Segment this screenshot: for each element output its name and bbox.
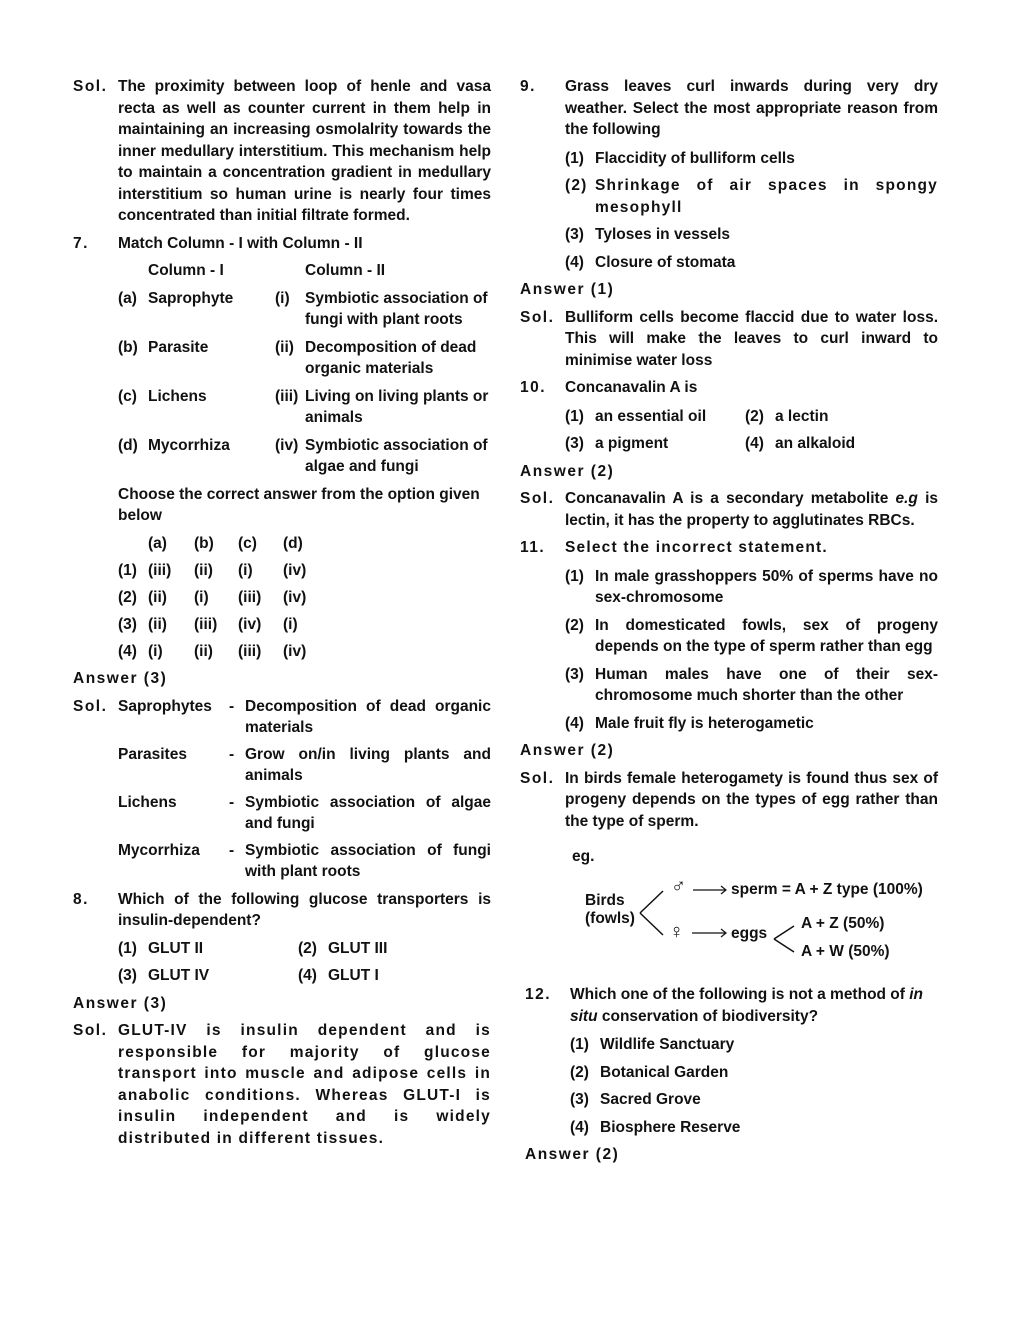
row-key: (iv) [275,436,299,454]
row-term: Mycorrhiza [148,436,230,454]
option [570,1089,938,1111]
match-header [118,260,491,282]
grid-cell [118,533,148,555]
option-row [118,614,491,636]
q9-solution-text: Bulliform cells become flaccid due to water loss. This will make the leaves to curl inward to minimise water loss [565,308,938,369]
question-11 [520,537,938,734]
grid-cell: (a) [148,534,167,552]
option [570,1062,938,1084]
option-number: (4) [745,435,764,452]
text-run: conservation of biodiversity? [597,1007,819,1025]
option-number: (1) [118,939,137,957]
question-text: Which of the following glucose transporters is insulin-dependent? [118,890,491,929]
grid-cell: (iii) [238,642,262,660]
option-number: (2) [570,1063,589,1081]
option-number: (3) [118,967,137,984]
solution-row: Saprophytes - Decomposition of dead organic materials [118,696,491,739]
solution-desc: Decomposition of dead organic materials [245,697,491,736]
question-text: Grass leaves curl inwards during very dry weather. Select the most appropriate reason from the following [565,78,938,138]
option-row [118,587,491,609]
option [565,252,938,274]
option-number: (2) [565,177,588,194]
option [570,1117,938,1139]
option [565,615,938,658]
row-term: Saprophyte [148,289,234,307]
text-run: is lectin, it has the property to agglutinates RBCs. [565,490,939,529]
male-result: sperm = A + Z type (100%) [731,881,923,898]
grid-cell: (iii) [238,588,262,606]
option-text: Biosphere Reserve [600,1118,741,1136]
row-desc: Living on living plants or animals [305,387,489,426]
sol-label: Sol. [520,308,555,326]
option-row [118,965,491,987]
grid-cell: (b) [194,534,214,552]
option-text: GLUT III [328,939,388,957]
birds-label: Birds [585,892,625,909]
match-row [118,386,491,429]
q10-solution [520,488,938,531]
option [565,664,938,707]
question-number: 10. [520,379,547,396]
female-symbol-icon: ♀ [669,921,684,943]
row-key: (c) [118,387,137,405]
option-row [118,938,491,960]
grid-cell: (i) [148,642,163,660]
row-key: (iii) [275,387,299,405]
option-text: Male fruit fly is heterogametic [595,714,814,732]
row-key: (a) [118,289,137,307]
option-number: (2) [298,939,317,957]
row-term: Parasite [148,338,209,356]
grid-cell: (c) [238,534,257,552]
grid-cell: (iv) [238,615,262,633]
question-number: 7. [73,234,89,252]
grid-cell: (ii) [194,642,213,660]
option-number: (1) [570,1036,589,1053]
grid-cell: (ii) [194,561,213,579]
grid-cell: (ii) [148,588,167,606]
option [565,148,938,170]
grid-cell: (iv) [283,561,307,579]
option-text: Botanical Garden [600,1063,729,1081]
option-number: (4) [565,714,584,732]
option-text: GLUT IV [148,967,210,984]
eg-label: eg. [572,848,595,865]
row-key: (i) [275,289,290,307]
answer-12: Answer (2) [525,1146,620,1163]
question-number: 12. [525,986,552,1003]
row-desc: Symbiotic association of algae and fungi [305,436,488,475]
sol-label: Sol. [73,78,108,95]
grid-cell: (iv) [283,588,307,606]
row-desc: Decomposition of dead organic materials [305,338,477,377]
text-run: Concanavalin A is a secondary metabolite [565,490,896,507]
solution-term: Saprophytes [118,697,212,715]
option-row [565,433,938,455]
option-number: (1) [565,407,584,425]
solution-row: Parasites - Grow on/in living plants and animals [118,744,491,787]
question-8 [73,889,491,987]
option-text: Closure of stomata [595,253,736,271]
grid-cell: (2) [118,588,137,606]
question-text: Select the incorrect statement. [565,539,828,556]
text-run: Which one of the following is not a method of [570,986,910,1003]
match-row [118,337,491,380]
q8-solution-text: GLUT-IV is insulin dependent and is responsible for majority of glucose transport into muscle and adipose cells in anabolic conditions. Whereas GLUT-I is insulin independent and is widely distributed in different tissues. [118,1022,491,1147]
option [565,566,938,609]
option-text: Human males have one of their sex-chromosome much shorter than the other [595,665,938,704]
option-text: In male grasshoppers 50% of sperms have no sex-chromosome [595,567,938,606]
option-number: (3) [570,1091,589,1108]
fowls-label: (fowls) [585,910,635,927]
egg-type-2: A + W (50%) [801,943,890,960]
grid-cell: (iii) [148,561,172,579]
option-row [565,406,938,428]
option-number: (2) [745,407,764,425]
option [565,224,938,246]
question-text: Concanavalin A is [565,379,698,396]
option-text: GLUT II [148,939,204,957]
male-symbol-icon: ♂ [671,875,686,897]
question-9 [520,76,938,273]
column-2-header: Column - II [305,262,386,279]
option-number: (3) [565,665,584,683]
option [565,713,938,735]
row-key: (b) [118,338,138,356]
q10-solution-text [565,488,938,531]
match-row [118,288,491,331]
option-text: In domesticated fowls, sex of progeny depends on the type of sperm rather than egg [595,616,938,655]
question-12 [525,984,938,1138]
question-7 [73,233,491,663]
egg-type-1: A + Z (50%) [801,915,885,932]
question-number: 11. [520,539,546,556]
sol-label: Sol. [520,490,555,507]
option-number: (3) [565,435,584,452]
solution-term: Lichens [118,793,177,811]
answer-10: Answer (2) [520,462,615,480]
grid-cell: (4) [118,642,137,660]
option-text: Sacred Grove [600,1091,701,1108]
q7-solution [73,696,491,883]
option-number: (2) [565,616,584,634]
option-text: Tyloses in vessels [595,226,730,243]
q11-solution-text: In birds female heterogamety is found thus sex of progeny depends on the types of egg rather than the type of sperm. [565,769,938,830]
grid-cell: (iv) [283,642,307,660]
q11-solution [520,768,938,977]
grid-cell: (d) [283,534,303,552]
row-desc: Symbiotic association of fungi with plant roots [305,289,488,328]
answer-7: Answer (3) [73,670,168,687]
solution-desc: Symbiotic association of fungi with plant roots [245,841,491,880]
solution-term: Mycorrhiza [118,841,200,859]
option-number: (4) [570,1118,589,1136]
text-run-italic: e.g [895,490,918,507]
option-number: (1) [565,567,584,585]
question-number: 8. [73,890,89,908]
question-number: 9. [520,78,536,95]
q6-solution-text: The proximity between loop of henle and vasa recta as well as counter current in them help in maintaining an increasing osmolalrity towards the inner medullary interstitium. This mechanism help to maintain a concentration gradient in medullary interstitium so human urine is nearly four times concentrated than initial filtrate formed. [118,78,491,224]
question-text [570,984,938,1027]
eggs-label: eggs [731,925,768,942]
solution-term: Parasites [118,745,187,763]
grid-cell: (1) [118,561,137,579]
q9-solution [520,307,938,372]
grid-cell: (i) [238,561,253,579]
sex-determination-diagram [565,846,938,976]
option-number: (4) [298,967,317,984]
sol-label: Sol. [73,697,108,715]
right-column [520,76,938,1172]
option-text: an essential oil [595,407,707,425]
option-number: (4) [565,253,584,271]
option-text: a lectin [775,407,829,425]
sol-label: Sol. [520,769,555,787]
instruction-text: Choose the correct answer from the option given below [118,485,480,524]
option-text: an alkaloid [775,435,856,452]
answer-11: Answer (2) [520,742,615,759]
match-row [118,435,491,478]
option-number: (3) [565,226,584,243]
sol-label: Sol. [73,1022,108,1039]
option-text: Wildlife Sanctuary [600,1036,735,1053]
option-row [118,560,491,582]
answer-8: Answer (3) [73,994,168,1012]
question-text: Match Column - I with Column - II [118,234,363,252]
option [570,1034,938,1056]
grid-cell: (i) [194,588,209,606]
column-1-header: Column - I [148,262,224,279]
option [565,175,938,218]
grid-cell: (3) [118,615,137,633]
solution-desc: Symbiotic association of algae and fungi [245,793,491,832]
option-text: a pigment [595,435,669,452]
solution-row: Lichens - Symbiotic association of algae and fungi [118,792,491,835]
q6-solution [73,76,491,227]
row-key: (ii) [275,338,294,356]
answer-9: Answer (1) [520,281,615,298]
solution-row: Mycorrhiza - Symbiotic association of fungi with plant roots [118,840,491,883]
row-key: (d) [118,436,138,454]
left-column [73,76,491,1155]
grid-cell: (iii) [194,615,218,633]
options-grid-header [118,533,491,555]
question-10 [520,377,938,455]
solution-desc: Grow on/in living plants and animals [245,745,491,784]
grid-cell: (ii) [148,615,167,633]
option-number: (1) [565,149,584,167]
text-run-italic: in situ [570,986,924,1025]
option-text: Shrinkage of air spaces in spongy mesophyll [595,177,938,216]
row-term: Lichens [148,387,207,405]
option-text: Flaccidity of bulliform cells [595,149,795,167]
q8-solution [73,1020,491,1149]
option-text: GLUT I [328,967,379,984]
grid-cell: (i) [283,615,298,633]
option-row [118,641,491,663]
